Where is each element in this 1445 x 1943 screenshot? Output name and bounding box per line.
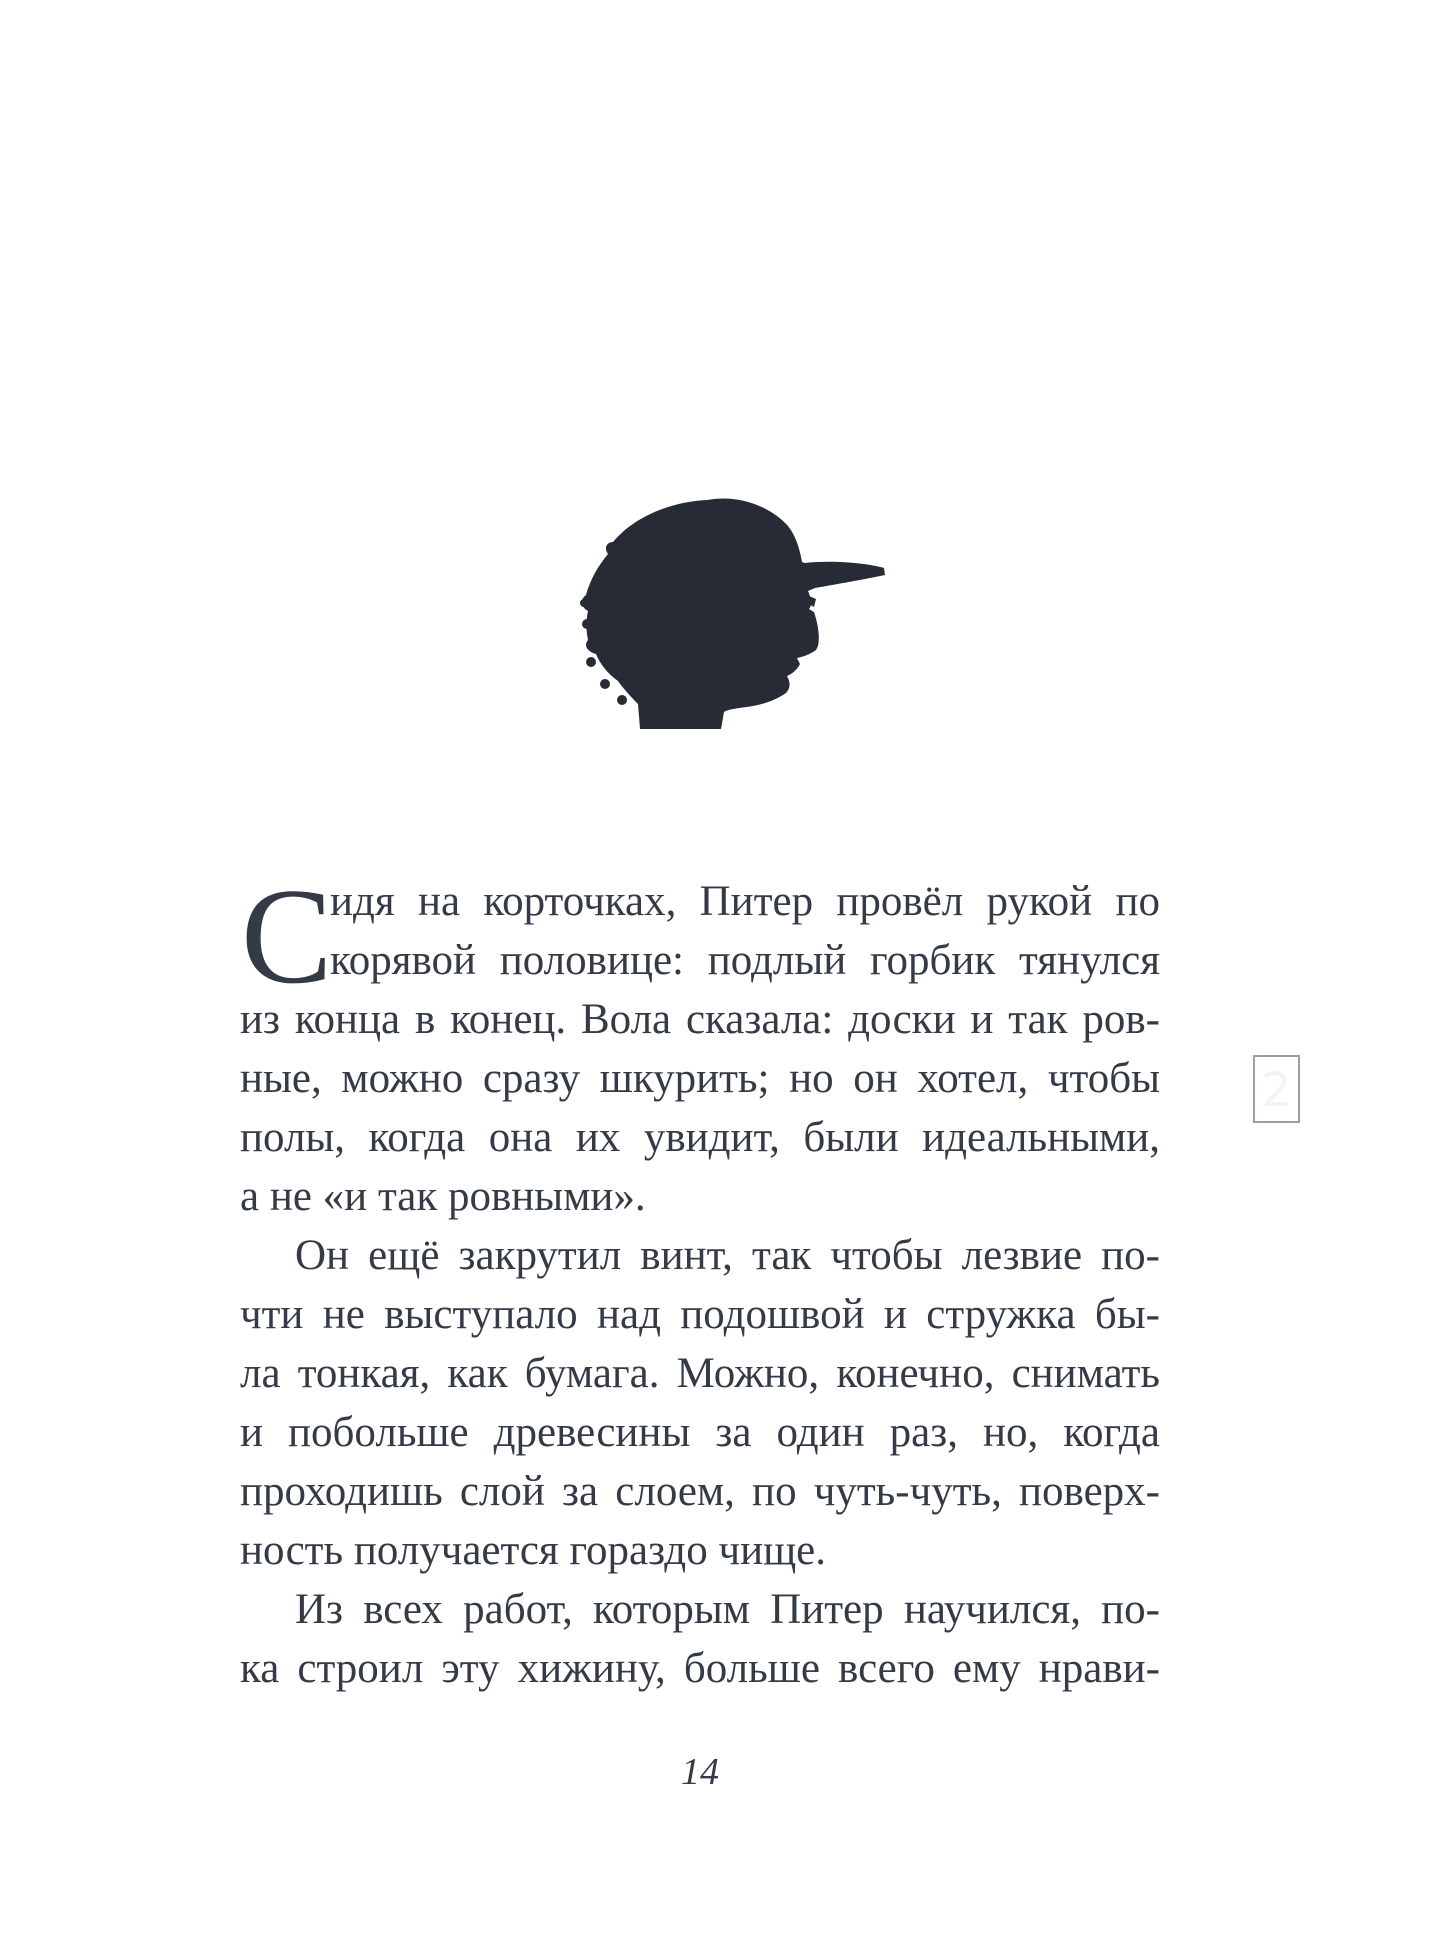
text-line: идя на корточках, Питер провёл рукой по	[330, 878, 1160, 925]
text-line: ла тонкая, как бумага. Можно, конечно, снимать	[240, 1350, 1160, 1397]
chapter-number-badge	[1253, 1055, 1300, 1123]
text-line: ка строил эту хижину, больше всего ему нрави-	[240, 1645, 1160, 1692]
text-line: из конца в конец. Вола сказала: доски и так ров-	[240, 996, 1160, 1043]
page-number: 14	[681, 1751, 719, 1793]
body-text	[240, 872, 1160, 1698]
text-line: а не «и так ровными».	[240, 1173, 646, 1220]
text-line: Из всех работ, которым Питер научился, по-	[295, 1586, 1160, 1633]
boy-head-silhouette-icon	[578, 478, 890, 736]
text-line: полы, когда она их увидит, были идеальными,	[240, 1114, 1160, 1161]
chapter-number: 2	[1261, 1062, 1292, 1118]
text-line: корявой половице: подлый горбик тянулся	[330, 937, 1160, 984]
text-line: ные, можно сразу шкурить; но он хотел, чтобы	[240, 1055, 1160, 1102]
text-line: проходишь слой за слоем, по чуть-чуть, поверх-	[240, 1468, 1160, 1515]
text-line: Он ещё закрутил винт, так чтобы лезвие по-	[295, 1232, 1160, 1279]
drop-cap: С	[241, 860, 333, 1012]
text-line: ность получается гораздо чище.	[240, 1527, 827, 1574]
text-line: чти не выступало над подошвой и стружка бы-	[240, 1291, 1160, 1338]
text-line: и побольше древесины за один раз, но, когда	[240, 1409, 1160, 1456]
